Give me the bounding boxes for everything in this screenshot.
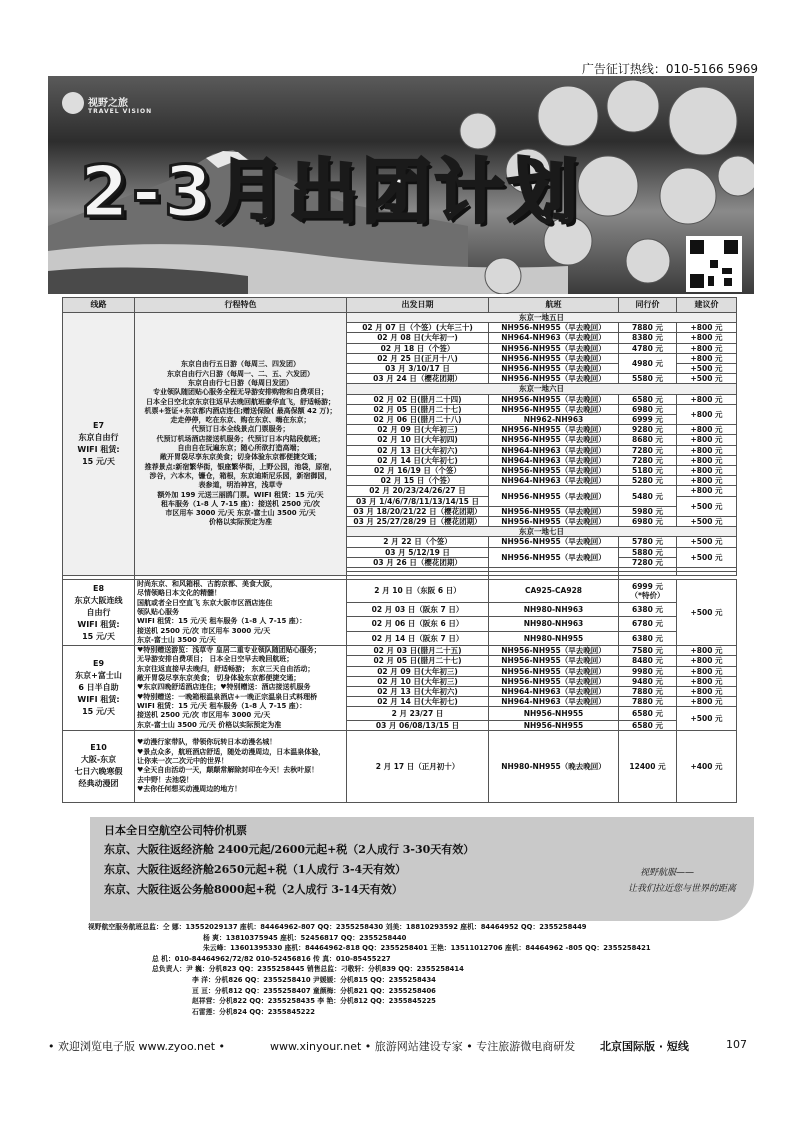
table-row: 02 月 02 日(腊月二十四) NH956-NH955（早去晚回） 6580 元 +800 元 bbox=[63, 394, 737, 404]
table-row: 02 月 10 日(大年初三) NH956-NH955（早去晚回） 9480 元 +800 元 bbox=[63, 676, 737, 686]
table-header: 线路 行程特色 出发日期 航班 同行价 建议价 bbox=[63, 298, 737, 313]
table-row: 02 月 03 日（阪东 7 日） NH980-NH963 6380 元 bbox=[63, 602, 737, 616]
table-row: 03 月 18/20/21/22 日（樱花团期） NH956-NH955（早去晚回） 5980 元 bbox=[63, 506, 737, 516]
contact-line: 李 洋：分机826 QQ：2355258410 尹媛媛：分机815 QQ：2355258434 bbox=[192, 975, 436, 984]
table-row: 02 月 16/19 日（个签） NH956-NH955（早去晚回） 5180 元 +800 元 bbox=[63, 466, 737, 476]
contact-list bbox=[88, 922, 708, 1017]
brand-logo: 视野之旅 TRAVEL VISION bbox=[62, 92, 152, 115]
contact-line: 朱云峰：13601395330 座机：84464962-818 QQ：2355258401 王艳：13511012706 座机：84464962 -805 QQ：2355258421 bbox=[203, 944, 651, 953]
promo-box bbox=[90, 817, 754, 921]
table-row: 02 月 14 日（阪东 7 日） NH980-NH955 6380 元 bbox=[63, 631, 737, 645]
contact-line: 总 机：010-84464962/72/82 010-52456816 传 真：010-85455227 bbox=[152, 954, 391, 963]
table-row: 2 月 23/27 日 NH956-NH955 6580 元 +500 元 bbox=[63, 707, 737, 720]
table-row: 03 月 26 日（樱花团期） 7280 元 bbox=[63, 557, 737, 567]
table-row: 02 月 13 日(大年初六) NH964-NH963（早去晚回） 7280 元 +800 元 bbox=[63, 445, 737, 455]
route-e9: E9 东京+富士山 6 日半自助 WIFI 租赁: 15 元/天 bbox=[63, 646, 135, 731]
footer-section: 北京国际版 · 短线 bbox=[600, 1040, 689, 1053]
page-number: 107 bbox=[726, 1038, 747, 1051]
table-row: 02 月 14 日(大年初七) NH964-NH963（早去晚回） 7880 元 +800 元 bbox=[63, 697, 737, 707]
table-row: E10 大阪-东京 七日六晚寒假 经典动漫团 ♥动漫行家带队，带领你玩转日本动漫名城！ ♥景点众多，航班酒店舒适，随处动漫周边，日本温泉体验， 让你来一次二次元中的世界！ ♥全天自由活动一天，颠颠常解除封印在今天！去秋叶原！ 去中野！去池袋！ ♥去你任何想买动漫周边的地方！ 2 月 17 日（正月初十） NH980-NH955（晚去晚回） 12400 元 +400 元 bbox=[63, 730, 737, 802]
table-row: 2 月 22 日（个签） NH956-NH955（早去晚回） 5780 元 +500 元 bbox=[63, 537, 737, 547]
table-row: 02 月 06 日(腊月二十八) NH962-NH963 6999 元 bbox=[63, 415, 737, 425]
contact-line: 亘 亘：分机812 QQ：2355258407 童颜梅：分机821 QQ：2355258406 bbox=[192, 986, 436, 995]
contact-line: 石雷莲：分机824 QQ：2355845222 bbox=[192, 1007, 315, 1016]
promo-line: 东京、大阪往返经济舱2650元起+税（1人成行 3-4天有效） bbox=[104, 863, 407, 876]
table-row: E9 东京+富士山 6 日半自助 WIFI 租赁: 15 元/天 ♥特别赠送游览：浅草寺 皇居二重专业领队随团贴心服务； 无导游安排自费项目； 日本全日空早去晚回航班； 东京往返直接早去晚归，舒适畅游； 东京三天自由活动； 敞开胃袋尽享东京美食； 切身体验东京都便捷交通； ♥东京四晚舒适酒店连住；♥特别赠送：酒店接送机服务 ♥特别赠送：一晚箱根温泉酒店+一晚正宗温泉日式料理桥 WIFI 租赁：15 元/天 租车服务（1-8 人 7-15 座）： 接送机 2500 元/次 市区用车 3000 元/天 东京-富士山 3500 元/天 价格以实际预定为准 02 月 03 日(腊月二十五) NH956-NH955（早去晚回） 7580 元 +800 元 bbox=[63, 646, 737, 656]
features-e10: ♥动漫行家带队，带领你玩转日本动漫名城！ ♥景点众多，航班酒店舒适，随处动漫周边，日本温泉体验， 让你来一次二次元中的世界！ ♥全天自由活动一天，颠颠常解除封印在今天！去秋叶原！ 去中野！去池袋！ ♥去你任何想买动漫周边的地方！ bbox=[135, 730, 347, 802]
banner bbox=[48, 76, 754, 294]
table-row: 02 月 05 日(腊月二十七) NH956-NH955（早去晚回） 8480 元 +800 元 bbox=[63, 656, 737, 666]
table-row: 02 月 07 日（个签）(大年三十) NH956-NH955（早去晚回） 7880 元 +800 元 bbox=[63, 323, 737, 333]
promo-heading: 日本全日空航空公司特价机票 bbox=[104, 824, 247, 837]
contact-line: 杨 爽：13810375945 座机：52456817 QQ：2355258440 bbox=[203, 933, 407, 942]
table-row: 03 月 1/4/6/7/8/11/13/14/15 日 +500 元 bbox=[63, 496, 737, 506]
table-row: 03 月 5/12/19 日 NH956-NH955（早去晚回） 5880 元 +500 元 bbox=[63, 547, 737, 557]
table-row: 02 月 10 日(大年初四) NH956-NH955（早去晚回） 8680 元 +800 元 bbox=[63, 435, 737, 445]
features-e8: 时尚东京、和风箱根、古韵京都、美食大阪， 尽情领略日本文化的精髓！ 国航或者全日空直飞 东京大阪市区酒店连住 领队贴心服务 WIFI 租赁：15 元/天 租车服务（1-8 人 7-15 座）： 接送机 2500 元/次 市区用车 3000 元/天 东京-富士山 3500 元/天 bbox=[135, 580, 347, 646]
footer-site[interactable]: www.xinyour.net • 旅游网站建设专家 • 专注旅游微电商研发 bbox=[270, 1040, 576, 1053]
table-row: 02 月 06 日（阪东 6 日） NH980-NH963 6780 元 bbox=[63, 617, 737, 631]
table-row: 03 月 25/27/28/29 日（樱花团期） NH956-NH955（早去晚回） 6980 元 +500 元 bbox=[63, 517, 737, 527]
features-e7: 东京自由行五日游（每周三、四发团） 东京自由行六日游（每周一、二、五、六发团） 东京自由行七日游（每周日发团） 专业领队随团贴心服务全程无导游安排购物和自费项目； 日本全日空北京东京往返早去晚回航班豪华直飞，舒适畅游； 机票+签证+东京都内酒店连住;赠送保险( 最高保额 42 万)； 走走停停，吃在东京、购在东京、嗨在东京； 代预订日本全线景点门票服务； 代预订机场酒店接送机服务；代预订日本内陆段航班； 自由自在玩遍东京；随心所欲打造高端； 敞开胃袋尽享东京美食；切身体验东京都便捷交通； 推荐景点:新宿繁华街，银座繁华街，上野公园，池袋，原宿， 涉谷，六本木，镰仓，箱根，东京迪斯尼乐园，新宿御园， 表参道，明治神宫，浅草寺 额外加 199 元送三丽鸥门票。WIFI 租赁：15 元/天 租车服务（1-8 人 7-15 座）：接送机 2500 元/次 市区用车 3000 元/天 东京-富士山 3500 元/天 价格以实际预定为准 bbox=[135, 313, 347, 576]
table-section: E7 东京自由行 WIFI 租赁: 15 元/天 东京自由行五日游（每周三、四发团） 东京自由行六日游（每周一、二、五、六发团） 东京自由行七日游（每周日发团） 专业领队随团贴心服务全程无导游安排购物和自费项目； 日本全日空北京东京往返早去晚回航班豪华直飞，舒适畅游； 机票+签证+东京都内酒店连住;赠送保险( 最高保额 42 万)； 走走停停，吃在东京、购在东京、嗨在东京； 代预订日本全线景点门票服务； 代预订机场酒店接送机服务；代预订日本内陆段航班； 自由自在玩遍东京；随心所欲打造高端； 敞开胃袋尽享东京美食；切身体验东京都便捷交通； 推荐景点:新宿繁华街，银座繁华街，上野公园，池袋，原宿， 涉谷，六本木，镰仓，箱根，东京迪斯尼乐园，新宿御园， 表参道，明治神宫，浅草寺 额外加 199 元送三丽鸥门票。WIFI 租赁：15 元/天 租车服务（1-8 人 7-15 座）：接送机 2500 元/次 市区用车 3000 元/天 东京-富士山 3500 元/天 价格以实际预定为准 东京一地五日 bbox=[63, 313, 737, 323]
schedule-table bbox=[62, 297, 737, 803]
ad-hotline: 广告征订热线：010-5166 5969 bbox=[581, 62, 758, 76]
table-row: 03 月 3/10/17 日 NH956-NH955（早去晚回） +500 元 bbox=[63, 364, 737, 374]
route-e8: E8 东京大阪连线 自由行 WIFI 租赁: 15 元/天 bbox=[63, 580, 135, 646]
table-row: 02 月 15 日（个签） NH964-NH963（早去晚回） 5280 元 +800 元 bbox=[63, 476, 737, 486]
route-e7: E7 东京自由行 WIFI 租赁: 15 元/天 bbox=[63, 313, 135, 576]
table-row: 02 月 05 日(腊月二十七) NH956-NH955（早去晚回） 6980 元 +800 元 bbox=[63, 404, 737, 414]
footer-link[interactable]: • 欢迎浏览电子版 www.zyoo.net • bbox=[48, 1040, 226, 1053]
table-row: 02 月 25 日(正月十八) NH956-NH955（早去晚回） 4980 元 +800 元 bbox=[63, 353, 737, 363]
logo-icon bbox=[62, 92, 84, 114]
slogan-brand: 视野航服—— bbox=[639, 868, 694, 878]
table-row: 02 月 18 日（个签） NH956-NH955（早去晚回） 4780 元 +800 元 bbox=[63, 343, 737, 353]
contact-line: 视野航空服务航班总监：仝 娜：13552029137 座机：84464962-807 QQ：2355258430 刘美：18810293592 座机：84464952 QQ：2355258449 bbox=[88, 923, 587, 931]
table-row: 03 月 06/08/13/15 日 NH956-NH955 6580 元 bbox=[63, 720, 737, 730]
route-e10: E10 大阪-东京 七日六晚寒假 经典动漫团 bbox=[63, 730, 135, 802]
contact-line: 总负责人：尹 巍：分机823 QQ：2355258445 销售总监：刁敬轩：分机839 QQ：2355258414 bbox=[152, 965, 464, 974]
table-section: 东京一地七日 bbox=[63, 527, 737, 537]
table-row: 02 月 20/23/24/26/27 日 NH956-NH955（早去晚回） 5480 元 +800 元 bbox=[63, 486, 737, 496]
banner-title: 2-3月出团计划 bbox=[80, 151, 581, 233]
contact-line: 赵祥营：分机822 QQ：2355258435 李 艳：分机812 QQ：2355845225 bbox=[192, 997, 436, 1006]
table-row: 02 月 09 日(大年初三) NH956-NH955（早去晚回） 9980 元 +800 元 bbox=[63, 666, 737, 676]
table-row: 02 月 13 日(大年初六) NH964-NH963（早去晚回） 7880 元 +800 元 bbox=[63, 686, 737, 696]
table-section: 东京一地六日 bbox=[63, 384, 737, 394]
table-row: 02 月 09 日(大年初三) NH956-NH955（早去晚回） 9280 元 +800 元 bbox=[63, 425, 737, 435]
slogan: 让我们拉近您与世界的距离 bbox=[627, 884, 736, 894]
table-row: 02 月 14 日(大年初七) NH964-NH963（早去晚回） 7280 元 +800 元 bbox=[63, 455, 737, 465]
qr-code-icon bbox=[686, 236, 742, 292]
table-row: 02 月 08 日(大年初一) NH964-NH963（早去晚回） 8380 元 +800 元 bbox=[63, 333, 737, 343]
promo-line: 东京、大阪往返经济舱 2400元起/2600元起+税（2人成行 3-30天有效） bbox=[104, 843, 475, 856]
promo-line: 东京、大阪往返公务舱8000起+税（2人成行 3-14天有效） bbox=[104, 883, 403, 896]
table-row: E8 东京大阪连线 自由行 WIFI 租赁: 15 元/天 时尚东京、和风箱根、古韵京都、美食大阪， 尽情领略日本文化的精髓！ 国航或者全日空直飞 东京大阪市区酒店连住 领队贴心服务 WIFI 租赁：15 元/天 租车服务（1-8 人 7-15 座）： 接送机 2500 元/次 市区用车 3000 元/天 东京-富士山 3500 元/天 2 月 10 日（东阪 6 日） CA925-CA928 6999 元 （*特价） +500 元 bbox=[63, 580, 737, 603]
table-row: 03 月 24 日（樱花团期） NH956-NH955（早去晚回） 5580 元 +500 元 bbox=[63, 374, 737, 384]
features-e9: ♥特别赠送游览：浅草寺 皇居二重专业领队随团贴心服务； 无导游安排自费项目； 日本全日空早去晚回航班； 东京往返直接早去晚归，舒适畅游； 东京三天自由活动； 敞开胃袋尽享东京美食； 切身体验东京都便捷交通； ♥东京四晚舒适酒店连住；♥特别赠送：酒店接送机服务 ♥特别赠送：一晚箱根温泉酒店+一晚正宗温泉日式料理桥 WIFI 租赁：15 元/天 租车服务（1-8 人 7-15 座）： 接送机 2500 元/次 市区用车 3000 元/天 东京-富士山 3500 元/天 价格以实际预定为准 bbox=[135, 646, 347, 731]
